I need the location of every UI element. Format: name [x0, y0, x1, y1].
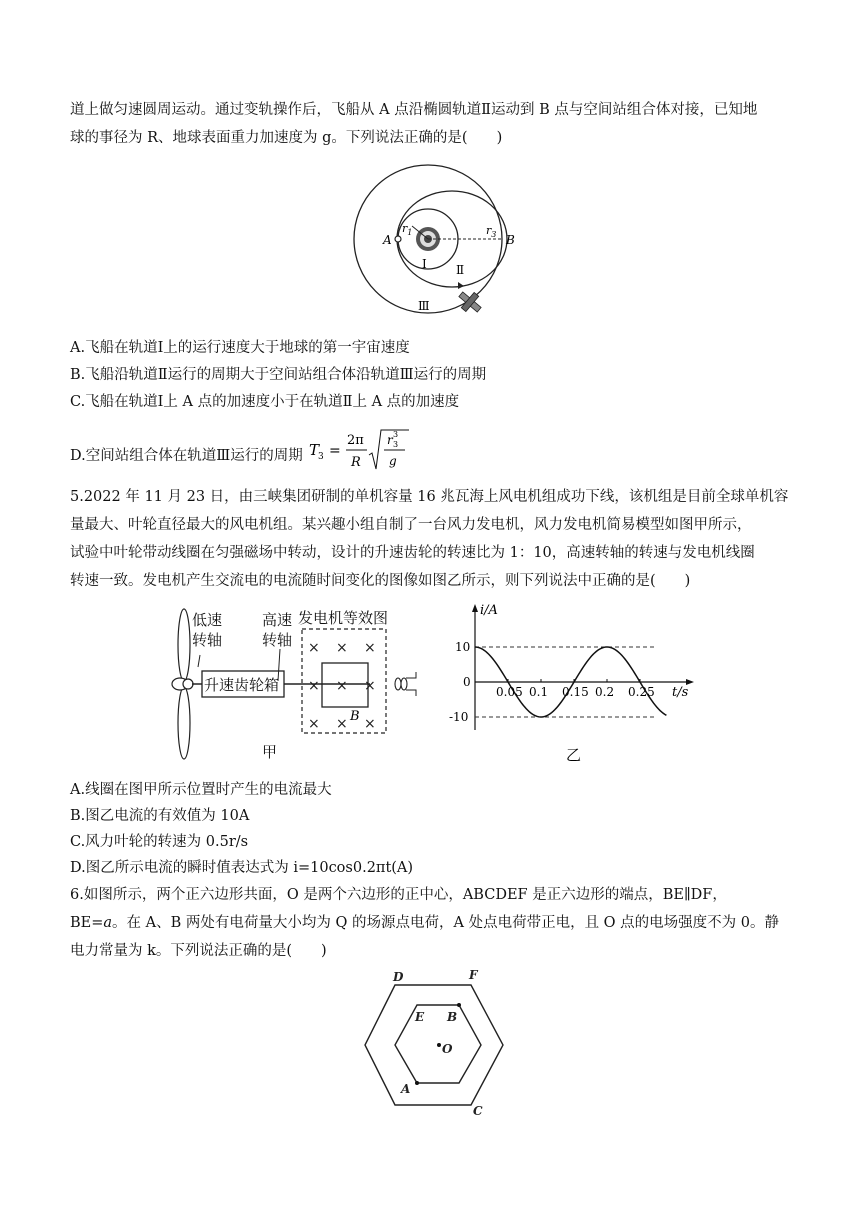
q4-option-b: B.飞船沿轨道Ⅱ运行的周期大于空间站组合体沿轨道Ⅲ运行的周期 — [70, 367, 487, 383]
point-b — [457, 1003, 461, 1007]
label-r3: $r_3$ — [486, 224, 497, 239]
svg-text:3: 3 — [392, 440, 398, 449]
q4-option-a: A.飞船在轨道Ⅰ上的运行速度大于地球的第一宇宙速度 — [70, 340, 410, 356]
current-time-chart — [440, 600, 700, 770]
q5-option-c: C.风力叶轮的转速为 0.5r/s — [70, 834, 249, 850]
generator-diagram — [170, 605, 430, 765]
svg-text:T: T — [308, 441, 319, 459]
label-orbit-i: Ⅰ — [422, 257, 427, 271]
x-tick-label: 0.25 — [628, 685, 655, 699]
svg-text:=: = — [328, 443, 341, 459]
label-low-speed-shaft: 转轴 — [192, 631, 223, 649]
q6-line3: 电力常量为 k。下列说法正确的是( ) — [70, 943, 327, 959]
q5-option-b: B.图乙电流的有效值为 10A — [70, 808, 250, 824]
orbit-diagram — [340, 162, 540, 327]
label-low-speed: 低速 — [192, 611, 223, 629]
q4-option-c: C.飞船在轨道Ⅰ上 A 点的加速度小于在轨道Ⅱ上 A 点的加速度 — [70, 394, 460, 410]
label-a: A — [401, 1082, 411, 1096]
svg-text:R: R — [350, 455, 361, 470]
label-a: A — [383, 233, 392, 247]
label-orbit-iii: Ⅲ — [418, 299, 430, 313]
x-axis-label: t/s — [672, 685, 689, 700]
point-o — [437, 1043, 441, 1047]
point-a-marker — [395, 236, 401, 242]
q4-intro-line1: 道上做匀速圆周运动。通过变轨操作后，飞船从 A 点沿椭圆轨道Ⅱ运动到 B 点与空间站组合体对接，已知地 — [70, 102, 758, 118]
label-gearbox: 升速齿轮箱 — [204, 676, 280, 694]
cross-2: × — [336, 640, 348, 656]
label-o: O — [442, 1042, 453, 1056]
svg-text:3: 3 — [317, 452, 324, 462]
label-b: B — [447, 1010, 458, 1024]
label-r1: $r_1$ — [402, 222, 413, 237]
svg-text:3: 3 — [392, 430, 398, 439]
svg-text:2π: 2π — [346, 433, 364, 448]
cross-5: × — [336, 678, 348, 694]
label-b-field: B — [350, 709, 360, 724]
x-tick-label: 0.05 — [496, 685, 523, 699]
point-a — [415, 1081, 419, 1085]
y-tick-label: 10 — [455, 640, 471, 654]
y-tick-label: 0 — [463, 675, 471, 689]
label-orbit-ii: Ⅱ — [456, 263, 465, 277]
q4-intro-line2: 球的事径为 R、地球表面重力加速度为 g。下列说法正确的是( ) — [70, 130, 503, 146]
cross-3: × — [364, 640, 376, 656]
label-b: B — [506, 233, 515, 247]
caption-jia: 甲 — [262, 743, 278, 761]
label-f: F — [469, 968, 478, 982]
cross-8: × — [336, 716, 348, 732]
x-tick-label: 0.1 — [529, 685, 549, 699]
x-tick-label: 0.2 — [595, 685, 615, 699]
hexagon-diagram — [355, 965, 515, 1120]
period-formula — [305, 427, 415, 473]
y-tick-label: -10 — [449, 710, 469, 724]
cross-7: × — [308, 716, 320, 732]
label-c: C — [473, 1104, 483, 1118]
q5-option-a: A.线圈在图甲所示位置时产生的电流最大 — [70, 782, 332, 798]
label-high-speed: 高速 — [262, 611, 293, 629]
svg-text:r: r — [386, 433, 393, 447]
outer-hexagon — [365, 985, 503, 1105]
cross-9: × — [364, 716, 376, 732]
label-d: D — [393, 970, 404, 984]
q5-line2: 量最大、叶轮直径最大的风电机组。某兴趣小组自制了一台风力发电机，风力发电机简易模型如图甲所示， — [70, 517, 752, 533]
q6-line2: BE=a。在 A、B 两处有电荷量大小均为 Q 的场源点电荷，A 处点电荷带正电，且 O 点的电场强度不为 0。静 — [70, 915, 780, 931]
y-axis-label: i/A — [480, 603, 498, 618]
cross-4: × — [308, 678, 320, 694]
label-e: E — [415, 1010, 425, 1024]
q5-line4: 转速一致。发电机产生交流电的电流随时间变化的图像如图乙所示，则下列说法中正确的是( ) — [70, 573, 691, 589]
label-generator: 发电机等效图 — [298, 609, 389, 627]
cross-6: × — [364, 678, 376, 694]
cross-1: × — [308, 640, 320, 656]
label-high-speed-shaft: 转轴 — [262, 631, 293, 649]
svg-text:g: g — [388, 454, 397, 468]
q4-option-d: D.空间站组合体在轨道Ⅲ运行的周期 T 3 = 2π R r 3 3 g — [70, 428, 415, 472]
q5-line3: 试验中叶轮带动线圈在匀强磁场中转动，设计的升速齿轮的转速比为 1：10，高速转轴的转速与发电机线圈 — [70, 545, 755, 561]
q6-line1: 6.如图所示，两个正六边形共面，O 是两个六边形的正中心，ABCDEF 是正六边形的端点，BE∥DF， — [70, 887, 727, 903]
q5-line1: 5.2022 年 11 月 23 日，由三峡集团研制的单机容量 16 兆瓦海上风电机组成功下线，该机组是目前全球单机容 — [70, 489, 789, 505]
caption-yi: 乙 — [566, 746, 582, 764]
x-tick-label: 0.15 — [562, 685, 589, 699]
q5-option-d: D.图乙所示电流的瞬时值表达式为 i=10cos0.2πt(A) — [70, 860, 414, 876]
